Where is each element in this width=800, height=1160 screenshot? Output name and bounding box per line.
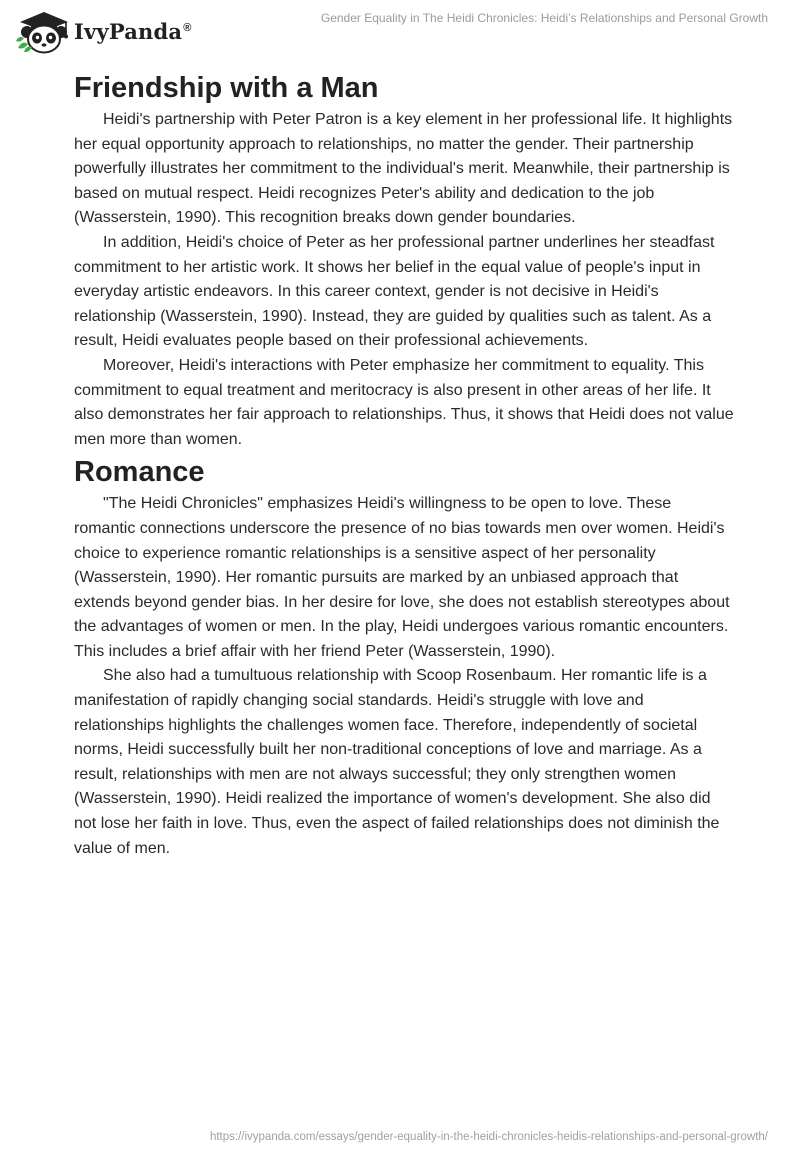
essay-content [74,68,734,861]
paragraph: In addition, Heidi's choice of Peter as her professional partner underlines her steadfast commitment to her artistic work. It shows her belief in the equal value of people's input in everyday artistic endeavors. In this career context, gender is not decisive in Heidi's relationship (Wasserstein, 1990). Instead, they are guided by qualities such as talent. As a result, Heidi evaluates people based on their professional achievements. [74,233,715,350]
paragraph: Moreover, Heidi's interactions with Peter emphasize her commitment to equality. This commitment to equal treatment and meritocracy is also present in other areas of her life. It also demonstrates her fair approach to relationships. Thus, it shows that Heidi does not value men more than women. [74,356,734,448]
paragraph: "The Heidi Chronicles" emphasizes Heidi's willingness to be open to love. These romantic connections underscore the presence of no bias towards men over women. Heidi's choice to experience romantic relationships is a sensitive aspect of her personality (Wasserstein, 1990). Her romantic pursuits are marked by an unbiased approach that extends beyond gender bias. In her desire for love, she does not establish stereotypes about the advantages of women or men. In the play, Heidi undergoes various romantic encounters. This includes a brief affair with her friend Peter (Wasserstein, 1990). [74,495,730,660]
paragraph: She also had a tumultuous relationship with Scoop Rosenbaum. Her romantic life is a manifestation of rapidly changing social standards. Heidi's struggle with love and relationships highlights the challenges women face. Therefore, independently of societal norms, Heidi successfully built her non-traditional conceptions of love and marriage. As a result, relationships with men are not always successful; they only strengthen women (Wasserstein, 1990). Heidi realized the importance of women's development. She also did not lose her faith in love. Thus, even the aspect of failed relationships does not diminish the value of men. [74,667,720,857]
page-header [0,0,800,60]
paragraph: Heidi's partnership with Peter Patron is a key element in her professional life. It highlights her equal opportunity approach to relationships, no matter the gender. Their partnership powerfully illustrates her commitment to the individual's merit. Meanwhile, their partnership is based on mutual respect. Heidi recognizes Peter's ability and dedication to the job (Wasserstein, 1990). This recognition breaks down gender boundaries. [74,111,733,227]
registered-mark: ® [183,21,192,34]
ivypanda-logo[interactable] [14,8,192,54]
section-heading-romance: Romance [74,456,205,489]
section-heading-friendship: Friendship with a Man [74,72,379,104]
document-title: Gender Equality in The Heidi Chronicles: Heidi’s Relationships and Personal Growth [320,11,768,25]
brand-name: IvyPanda® [74,18,192,44]
panda-graduate-icon [14,8,70,54]
source-url[interactable]: https://ivypanda.com/essays/gender-equality-in-the-heidi-chronicles-heidis-relationships-and-personal-growth/ [209,1131,768,1143]
